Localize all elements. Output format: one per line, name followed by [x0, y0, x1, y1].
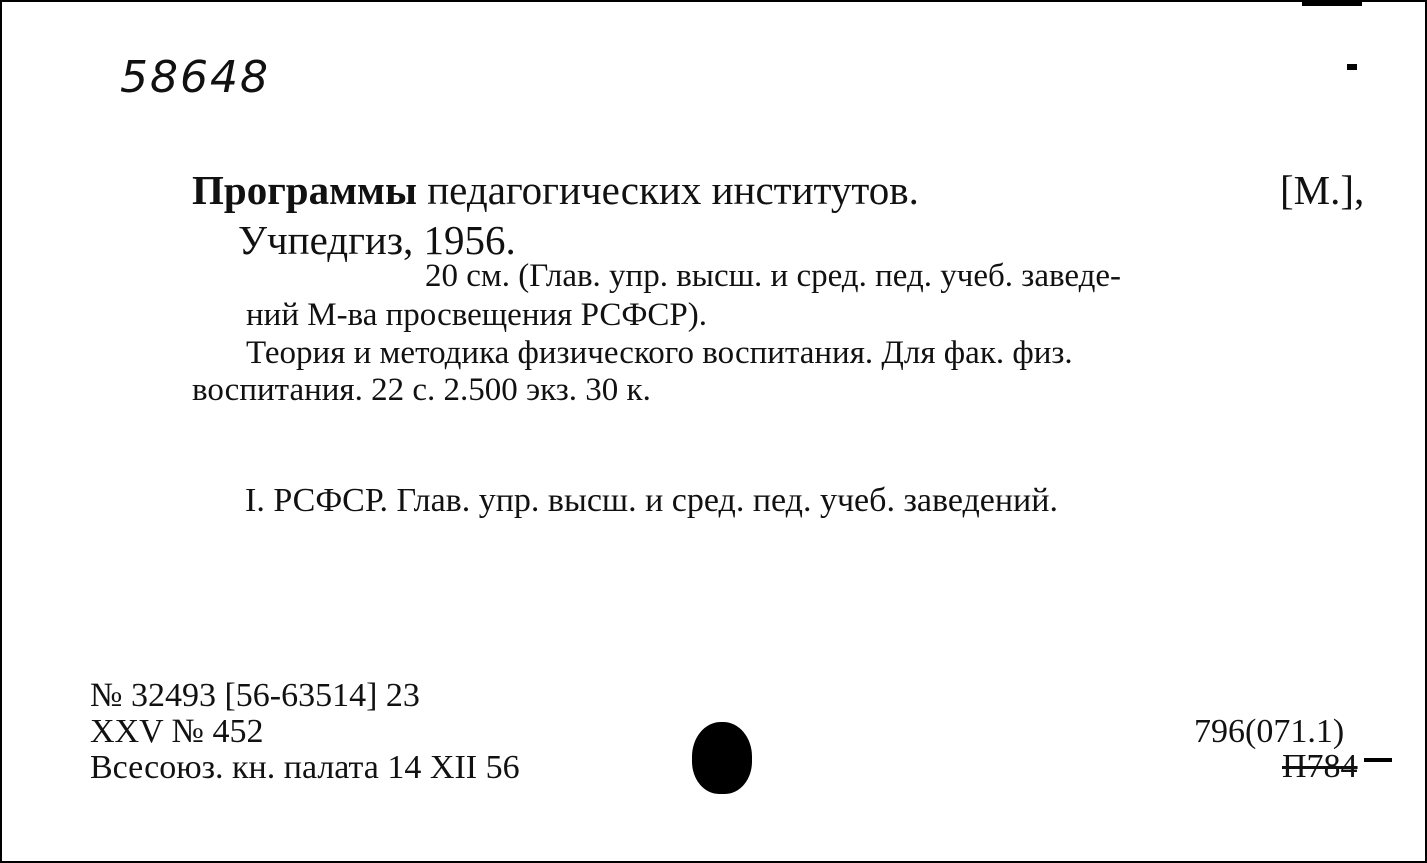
struck-classification: П784	[1282, 748, 1358, 785]
handwritten-number: 58648	[120, 52, 270, 103]
ink-speck	[1364, 758, 1392, 762]
classification-code: 796(071.1)	[1194, 713, 1345, 750]
ink-speck	[1347, 64, 1357, 70]
series-number: XXV № 452	[90, 713, 264, 750]
publication-place: [М.],	[1280, 167, 1365, 213]
publisher: Учпедгиз, 1956.	[238, 217, 516, 263]
description-line-1: 20 см. (Глав. упр. высш. и сред. пед. учеб. заведе-	[425, 258, 1121, 294]
description-line-3: Теория и методика физического воспитания. Для фак. физ.	[246, 335, 1073, 371]
registration-number: № 32493 [56-63514] 23	[90, 677, 420, 714]
chamber-date: Всесоюз. кн. палата 14 XII 56	[90, 749, 520, 786]
description-line-2: ний М-ва просвещения РСФСР).	[246, 297, 708, 333]
title-bold: Программы	[192, 167, 417, 213]
book-title	[192, 167, 919, 213]
subject-tracing: I. РСФСР. Глав. упр. высш. и сред. пед. учеб. заведений.	[245, 482, 1058, 519]
title-rest: педагогических институтов.	[416, 167, 919, 213]
ink-speck	[1302, 2, 1362, 6]
punch-hole	[692, 722, 752, 794]
description-line-4: воспитания. 22 с. 2.500 экз. 30 к.	[192, 372, 651, 408]
